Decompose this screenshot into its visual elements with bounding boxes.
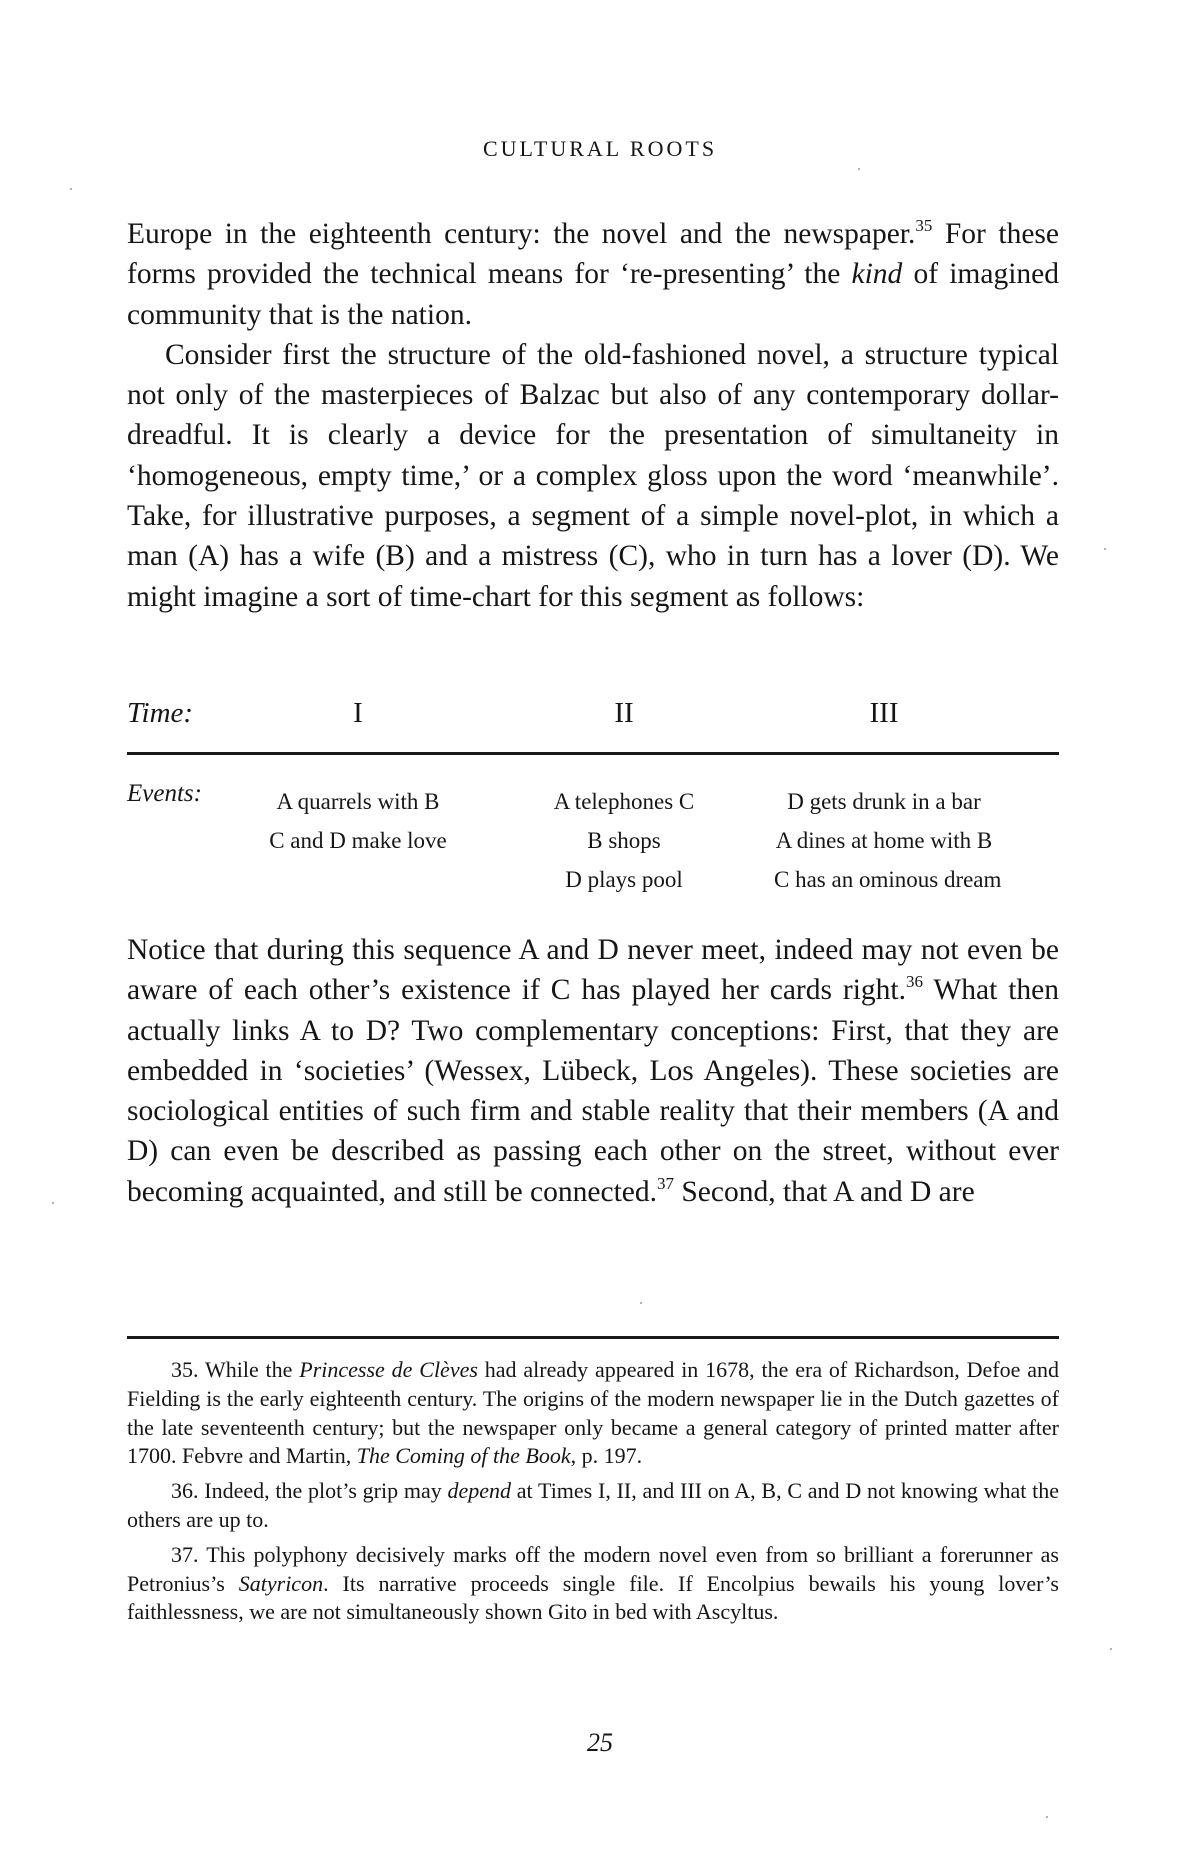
footnote-37: 37. This polyphony decisively marks off the modern novel even from so brilliant a forerunner as Petronius’s Satyricon. Its narrative proceeds single file. If Encolpius bewails his young lover’s faithlessness, we are not simultaneously shown Gito in bed with Ascyltus. (127, 1541, 1059, 1625)
time-heading-i: I (353, 697, 363, 729)
footnote-ref-37: 37 (657, 1173, 674, 1193)
event-item: A telephones C (553, 789, 695, 814)
paragraph-1: Europe in the eighteenth century: the novel and the newspaper.$^{35}$ For these forms provided the technical means for ‘re-presenting’ the kind of imagined community that is the nation. (127, 216, 1060, 331)
time-heading-iii: III (869, 697, 899, 729)
event-item: A quarrels with B (276, 789, 440, 814)
event-item: C and D make love (269, 828, 447, 853)
running-head: CULTURAL ROOTS (482, 136, 718, 161)
paragraph-2: Consider first the structure of the old-fashioned novel, a structure typical not only of the masterpieces of Balzac but also of any contemporary dollar-dreadful. It is clearly a device for the presentation of simultaneity in ‘homogeneous, empty time,’ or a complex gloss upon the word ‘meanwhile’. Take, for illustrative purposes, a segment of a simple novel-plot, in which a man (A) has a wife (B) and a mistress (C), who in turn has a lover (D). We might imagine a sort of time-chart for this segment as follows: (127, 338, 1059, 613)
footnote-ref-36: 36 (906, 972, 924, 992)
time-heading-ii: II (614, 697, 634, 729)
scan-speck (1104, 548, 1106, 550)
footnote-separator (127, 1336, 1059, 1339)
scan-speck (1110, 1648, 1112, 1650)
events-column-i (248, 782, 468, 860)
events-column-ii (514, 782, 734, 899)
event-item: A dines at home with B (775, 828, 993, 853)
paragraph-3: Notice that during this sequence A and D never meet, indeed may not even be aware of each other’s existence if C has played her cards right.$^{36}$ What then actually links A to D? Two complementary conceptions: First, that they are embedded in ‘societies’ (Wessex, Lübeck, Los Angeles). These societies are sociological entities of such firm and stable reality that their members (A and D) can even be described as passing each other on the street, without ever becoming acquainted, and still be connected.$^{37}$ Second, that A and D are (127, 934, 1060, 1208)
time-chart-rule (127, 752, 1059, 755)
event-item: B shops (587, 828, 661, 853)
event-item: D gets drunk in a bar (787, 789, 981, 814)
events-label: Events: (127, 780, 202, 807)
footnote-ref-35: 35 (915, 216, 933, 235)
footnote-36: 36. Indeed, the plot’s grip may depend at Times I, II, and III on A, B, C and D not knowing what the others are up to. (127, 1478, 1059, 1532)
scan-speck (640, 1302, 642, 1304)
continuation-text (127, 930, 1059, 1212)
time-chart-header (127, 697, 1059, 737)
intro-text (127, 214, 1059, 617)
scan-speck (70, 188, 72, 190)
scan-speck (52, 1202, 54, 1204)
event-item: D plays pool (565, 867, 683, 892)
events-column-iii (774, 782, 1002, 899)
page-number: 25 (587, 1728, 613, 1757)
scan-speck (858, 168, 860, 170)
time-label: Time: (127, 697, 194, 729)
footnote-35: 35. While the Princesse de Clèves had already appeared in 1678, the era of Richardson, Defoe and Fielding is the early eighteenth century. The origins of the modern newspaper lie in the Dutch gazettes of the late seventeenth century; but the newspaper only became a general category of printed matter after 1700. Febvre and Martin, The Coming of the Book, p. 197. (127, 1357, 1060, 1469)
emphasis-kind: kind (851, 258, 903, 291)
scan-speck (1046, 1816, 1048, 1818)
event-item: C has an ominous dream (774, 867, 1002, 892)
footnotes (127, 1356, 1059, 1633)
